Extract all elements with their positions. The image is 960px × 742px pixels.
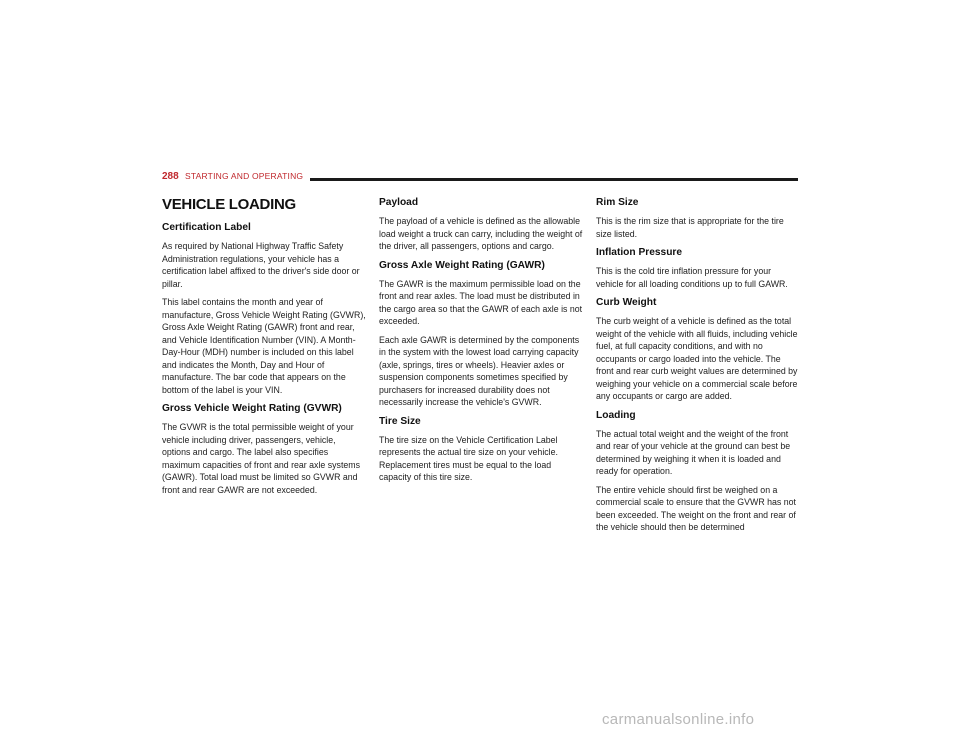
paragraph: The tire size on the Vehicle Certification Label represents the actual tire size on your vehicle. Replacement tires must be equal to the load capacity of this tire size. [379,434,558,482]
paragraph: This label contains the month and year of manufacture, Gross Vehicle Weight Rating (GVWR), Gross Axle Weight Rating (GAWR) front and rear, and Vehicle Identification Number (VIN). A Month-Day-Hour (MDH) number is included on this label and indicates the Month, Day and Hour of manufacture. The bar code that appears on the bottom of the label is your VIN. [162,297,366,395]
tire-size-heading: Tire Size [379,415,421,427]
page-number: 288 [162,171,179,182]
header-rule [310,178,798,181]
curb-weight-heading: Curb Weight [596,297,657,308]
column-3 [596,196,800,540]
paragraph: The GAWR is the maximum permissible load on the front and rear axles. The load must be distributed in the cargo area so that the GAWR of each axle is not exceeded. [379,278,583,326]
column-1 [162,196,366,502]
paragraph: As required by National Highway Traffic Safety Administration regulations, your vehicle has a certification label affixed to the driver's side door or pillar. [162,241,360,289]
payload-heading: Payload [379,197,419,208]
gvwr-heading: Gross Vehicle Weight Rating (GVWR) [162,403,342,414]
section-title: STARTING AND OPERATING [185,171,304,181]
gawr-heading: Gross Axle Weight Rating (GAWR) [379,259,545,271]
watermark: carmanualsonline.info [602,711,755,728]
paragraph: The GVWR is the total permissible weight of your vehicle including driver, passengers, vehicle, options and cargo. The label also specifies maximum capacities of front and rear axle systems (GAWR). Total load must be limited so GVWR and front and rear GAWR are not exceeded. [162,422,361,495]
rim-size-heading: Rim Size [596,197,639,208]
inflation-pressure-heading: Inflation Pressure [596,247,683,258]
loading-heading: Loading [596,409,636,421]
paragraph: The payload of a vehicle is defined as the allowable load weight a truck can carry, including the weight of the driver, all passengers, options and cargo. [379,216,583,251]
paragraph: This is the rim size that is appropriate for the tire size listed. [596,216,784,239]
page-header [162,171,798,187]
page-title: VEHICLE LOADING [162,196,296,213]
paragraph: The curb weight of a vehicle is defined as the total weight of the vehicle with all fluids, including vehicle fuel, at full capacity conditions, and with no occupants or cargo loaded into the vehicle. The front and rear curb weight values are determined by weighing your vehicle on a commercial scale before any occupants or cargo are added. [596,316,798,401]
paragraph: This is the cold tire inflation pressure for your vehicle for all loading conditions up to full GAWR. [596,266,788,289]
certification-label-heading: Certification Label [162,222,251,233]
paragraph: Each axle GAWR is determined by the components in the system with the lowest load carrying capacity (axle, springs, tires or wheels). Heavier axles or suspension components sometimes specified by purchasers for increased durability does not necessarily increase the vehicle's GVWR. [379,334,580,407]
column-2 [379,196,583,490]
paragraph: The entire vehicle should first be weighed on a commercial scale to ensure that the GVWR has not been exceeded. The weight on the front and rear of the vehicle should then be determined [596,484,796,532]
paragraph: The actual total weight and the weight of the front and rear of your vehicle at the ground can best be determined by weighing it when it is loaded and ready for operation. [596,428,791,476]
